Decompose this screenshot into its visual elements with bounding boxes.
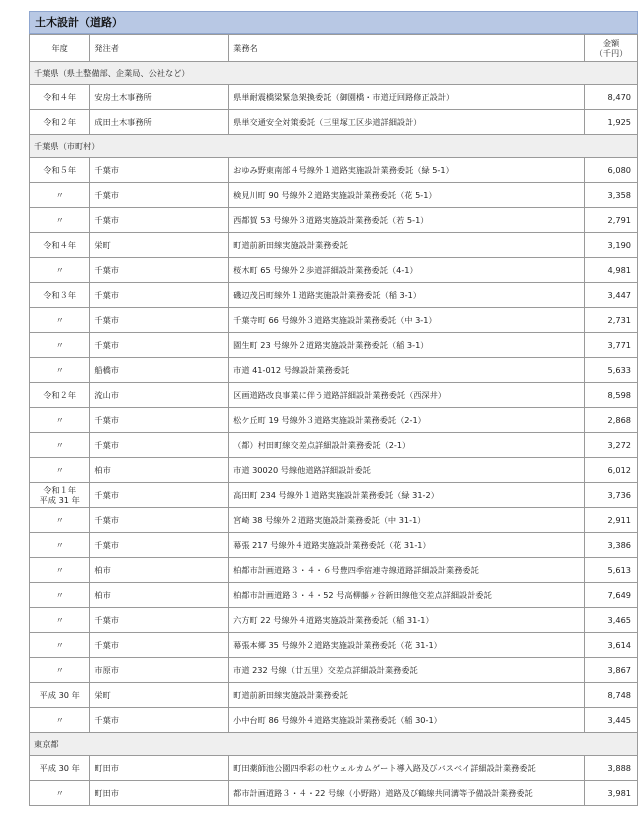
table-row [30,533,638,558]
table-row [30,633,638,658]
cell-year: 令和３年 [30,283,90,308]
cell-client: 栄町 [90,233,229,258]
cell-year: 〃 [30,208,90,233]
cell-amount: 5,613 [585,558,638,583]
cell-year: 〃 [30,333,90,358]
cell-project: 六方町 22 号線外４道路実施設計業務委託（稲 31-1） [229,608,585,633]
table-row [30,408,638,433]
cell-project: 県単交通安全対策委託（三里塚工区歩道詳細設計） [229,110,585,135]
cell-project: 区画道路改良事業に伴う道路詳細設計業務委託（西深井） [229,383,585,408]
cell-amount: 3,867 [585,658,638,683]
cell-project: 小中台町 86 号線外４道路実施設計業務委託（稲 30-1） [229,708,585,733]
cell-client: 千葉市 [90,608,229,633]
table-row [30,383,638,408]
group-label: 千葉県（県土整備部、企業局、公社など） [30,62,638,85]
cell-amount: 3,358 [585,183,638,208]
cell-amount: 3,736 [585,483,638,508]
cell-year: 〃 [30,258,90,283]
cell-project: （都）村田町線交差点詳細設計業務委託（2-1） [229,433,585,458]
cell-project: 市道 41-012 号線設計業務委託 [229,358,585,383]
cell-client: 柏市 [90,458,229,483]
cell-amount: 5,633 [585,358,638,383]
cell-year: 〃 [30,533,90,558]
cell-project: 幕張本郷 35 号線外２道路実施設計業務委託（花 31-1） [229,633,585,658]
cell-client: 千葉市 [90,333,229,358]
project-table [29,34,638,806]
cell-amount: 8,748 [585,683,638,708]
table-row [30,85,638,110]
cell-client: 千葉市 [90,308,229,333]
cell-year: 〃 [30,708,90,733]
group-header-row [30,135,638,158]
cell-amount: 3,614 [585,633,638,658]
cell-year: 平成 30 年 [30,756,90,781]
cell-amount: 8,598 [585,383,638,408]
cell-year: 令和４年 [30,233,90,258]
table-row [30,458,638,483]
cell-year-line2: 平成 31 年 [39,495,80,505]
cell-project: 園生町 23 号線外２道路実施設計業務委託（稲 3-1） [229,333,585,358]
cell-year: 令和２年 [30,110,90,135]
cell-year: 令和２年 [30,383,90,408]
cell-client: 千葉市 [90,433,229,458]
table-row [30,583,638,608]
table-header-row [30,35,638,62]
table-row [30,483,638,508]
table-row [30,608,638,633]
cell-project: 千葉寺町 66 号線外３道路実施設計業務委託（中 3-1） [229,308,585,333]
cell-project: 都市計画道路３・４・22 号線（小野路）道路及び鶴線共同溝等予備設計業務委託 [229,781,585,806]
cell-client: 千葉市 [90,533,229,558]
cell-year: 〃 [30,558,90,583]
cell-year: 〃 [30,633,90,658]
cell-client: 千葉市 [90,283,229,308]
cell-client: 柏市 [90,558,229,583]
cell-year: 令和５年 [30,158,90,183]
cell-amount: 6,080 [585,158,638,183]
cell-project: 磯辺茂呂町線外１道路実施設計業務委託（稲 3-1） [229,283,585,308]
table-row [30,558,638,583]
group-header-row [30,62,638,85]
cell-year: 〃 [30,781,90,806]
cell-amount: 3,447 [585,283,638,308]
cell-client: 安房土木事務所 [90,85,229,110]
cell-project: 松ケ丘町 19 号線外３道路実施設計業務委託（2-1） [229,408,585,433]
table-row [30,756,638,781]
table-row [30,433,638,458]
cell-year: 〃 [30,433,90,458]
cell-client: 千葉市 [90,258,229,283]
cell-client: 千葉市 [90,508,229,533]
table-row [30,110,638,135]
cell-year: 〃 [30,508,90,533]
cell-project: 検見川町 90 号線外２道路実施設計業務委託（花 5-1） [229,183,585,208]
cell-amount: 3,771 [585,333,638,358]
cell-year: 〃 [30,308,90,333]
cell-amount: 6,012 [585,458,638,483]
cell-amount: 7,649 [585,583,638,608]
cell-amount: 3,272 [585,433,638,458]
cell-project: 宮崎 38 号線外２道路実施設計業務委託（中 31-1） [229,508,585,533]
cell-amount: 3,981 [585,781,638,806]
group-label: 千葉県（市町村） [30,135,638,158]
cell-client: 千葉市 [90,208,229,233]
cell-year: 〃 [30,183,90,208]
cell-amount: 3,888 [585,756,638,781]
table-row [30,683,638,708]
table-row [30,258,638,283]
cell-client: 千葉市 [90,408,229,433]
table-row [30,508,638,533]
table-row [30,308,638,333]
cell-project: 県単耐震橋梁緊急架換委託（御園橋・市道迂回路修正設計） [229,85,585,110]
cell-amount: 2,731 [585,308,638,333]
cell-project: 市道 30020 号線他道路詳細設計委託 [229,458,585,483]
cell-year-line1: 令和１年 [43,485,77,495]
group-header-row [30,733,638,756]
cell-project: 町道前新田線実施設計業務委託 [229,683,585,708]
cell-project: 柏都市計画道路３・４・６号豊四季宿連寺線道路詳細設計業務委託 [229,558,585,583]
cell-project: 町道前新田線実施設計業務委託 [229,233,585,258]
table-row [30,781,638,806]
table-row [30,708,638,733]
cell-amount: 8,470 [585,85,638,110]
cell-client: 千葉市 [90,708,229,733]
cell-year: 〃 [30,358,90,383]
cell-year: 令和４年 [30,85,90,110]
header-amount-line2: （千円） [594,48,628,58]
cell-client: 流山市 [90,383,229,408]
cell-amount: 2,868 [585,408,638,433]
cell-client: 柏市 [90,583,229,608]
header-amount-line1: 金額 [602,38,620,48]
cell-year [30,483,90,508]
cell-client: 町田市 [90,781,229,806]
header-year: 年度 [30,35,90,62]
table-row [30,233,638,258]
cell-client: 千葉市 [90,483,229,508]
cell-client: 市原市 [90,658,229,683]
cell-project: 町田薬師池公園四季彩の杜ウェルカムゲート導入路及びバスベイ詳細設計業務委託 [229,756,585,781]
cell-amount: 1,925 [585,110,638,135]
cell-amount: 2,791 [585,208,638,233]
cell-client: 千葉市 [90,183,229,208]
cell-year: 〃 [30,458,90,483]
cell-year: 平成 30 年 [30,683,90,708]
table-row [30,658,638,683]
cell-project: 西都賀 53 号線外３道路実施設計業務委託（若 5-1） [229,208,585,233]
cell-amount: 4,981 [585,258,638,283]
table-row [30,283,638,308]
cell-client: 町田市 [90,756,229,781]
cell-client: 成田土木事務所 [90,110,229,135]
header-project: 業務名 [229,35,585,62]
cell-client: 千葉市 [90,158,229,183]
document-page [29,11,638,806]
table-row [30,333,638,358]
cell-year: 〃 [30,658,90,683]
cell-year: 〃 [30,408,90,433]
table-row [30,183,638,208]
cell-project: 幕張 217 号線外４道路実施設計業務委託（花 31-1） [229,533,585,558]
cell-project: 柏都市計画道路３・４・52 号高柳藤ヶ谷新田線他交差点詳細設計委託 [229,583,585,608]
cell-client: 栄町 [90,683,229,708]
cell-amount: 3,386 [585,533,638,558]
header-amount [585,35,638,62]
cell-year: 〃 [30,583,90,608]
table-row [30,208,638,233]
group-label: 東京都 [30,733,638,756]
cell-amount: 3,465 [585,608,638,633]
table-row [30,358,638,383]
header-client: 発注者 [90,35,229,62]
cell-project: 高田町 234 号線外１道路実施設計業務委託（緑 31-2） [229,483,585,508]
cell-year: 〃 [30,608,90,633]
cell-client: 千葉市 [90,633,229,658]
table-row [30,158,638,183]
cell-amount: 2,911 [585,508,638,533]
cell-project: おゆみ野東南部４号線外１道路実施設計業務委託（緑 5-1） [229,158,585,183]
cell-project: 市道 232 号線（廿五里）交差点詳細設計業務委託 [229,658,585,683]
cell-client: 船橋市 [90,358,229,383]
cell-amount: 3,445 [585,708,638,733]
section-title: 土木設計（道路） [29,11,638,34]
cell-amount: 3,190 [585,233,638,258]
cell-project: 桜木町 65 号線外２歩道詳細設計業務委託（4-1） [229,258,585,283]
